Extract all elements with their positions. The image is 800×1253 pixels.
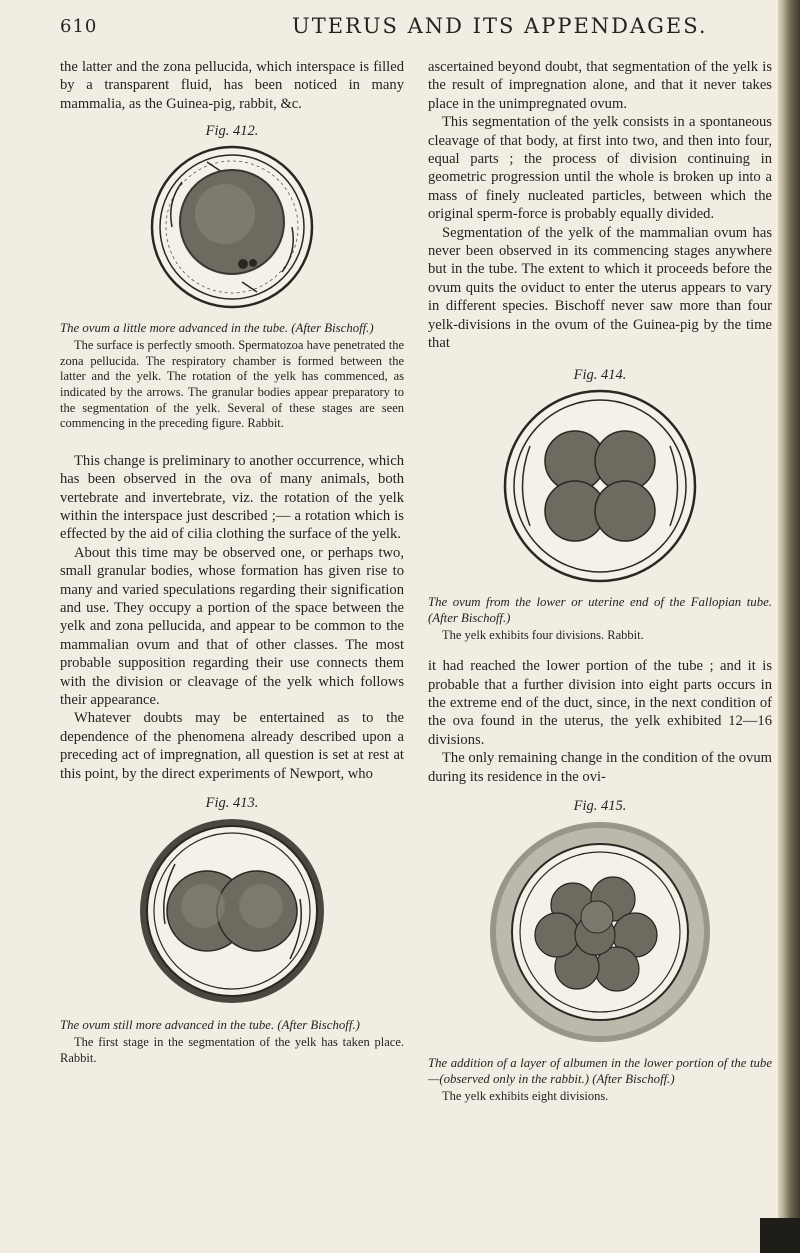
fig-414-illustration xyxy=(428,386,772,590)
left-paragraph-3: About this time may be observed one, or perhaps two, small granular bodies, whose formation has given rise to many and varied speculations regarding their signification and use. They occupy a portion of the space between the yelk and zona pellucida, and appear to be common to the mammalian ovum and that of other classes. The most probable supposition regarding their use connects them with the division or cleavage of the yelk which follows their appearance. xyxy=(60,544,404,709)
left-column xyxy=(60,58,404,1066)
right-column xyxy=(428,58,772,1105)
page-number: 610 xyxy=(60,16,98,37)
fig-412-ovum-drawing xyxy=(147,142,317,312)
fig-413-caption-text: The first stage in the segmentation of the yelk has taken place. Rabbit. xyxy=(60,1035,404,1065)
page-header xyxy=(0,16,780,42)
fig-412-caption-text: The surface is perfectly smooth. Spermatozoa have penetrated the zona pellucida. The respiratory chamber is formed between the latter and the yelk. The rotation of the yelk has commenced, as indicated by the arrows. The granular bodies appear preparatory to the segmentation of the yelk. Several of these stages are seen commencing in the preceding figure. Rabbit. xyxy=(60,338,404,431)
right-paragraph-1: ascertained beyond doubt, that segmentation of the yelk is the result of impregnation alone, and that it never takes place in the unimpregnated ovum. xyxy=(428,59,772,112)
fig-413-illustration xyxy=(60,814,404,1013)
fig-415-caption-title: The addition of a layer of albumen in the lower portion of the tube—(observed only in the rabbit.) (After Bischoff.) xyxy=(428,1055,772,1086)
page-corner-shadow xyxy=(760,1218,800,1253)
fig-412-label: Fig. 412. xyxy=(205,123,259,140)
right-paragraph-5: The only remaining change in the condition of the ovum during its residence in the ovi- xyxy=(428,750,772,785)
left-paragraph-4: Whatever doubts may be entertained as to the dependence of the phenomena already described upon a preceding act of impregnation, all question is set at rest at this point, by the direct experiments of Newport, who xyxy=(60,710,404,782)
left-paragraph-2: This change is preliminary to another occurrence, which has been observed in the ova of many animals, both vertebrate and invertebrate, viz. the rotation of the yelk within the interspace just described ;— a rotation which is effected by the aid of cilia clothing the surface of the yelk. xyxy=(60,452,404,543)
running-head: UTERUS AND ITS APPENDAGES. xyxy=(292,14,708,38)
right-paragraph-3: Segmentation of the yelk of the mammalian ovum has never been observed in its commencing stages anywhere but in the tube. The extent to which it proceeds before the ovum quits the oviduct to enter the uterus appears to vary in different species. Bischoff never saw more than four yelk-divisions in the ovum of the Guinea-pig by the time that xyxy=(428,224,772,352)
fig-414-label: Fig. 414. xyxy=(573,366,627,383)
fig-413-ovum-drawing xyxy=(135,814,330,1009)
fig-414-caption-title: The ovum from the lower or uterine end of the Fallopian tube. (After Bischoff.) xyxy=(428,594,772,625)
fig-414-caption-text: The yelk exhibits four divisions. Rabbit. xyxy=(442,627,644,642)
page-edge-shadow xyxy=(778,0,800,1253)
fig-414-ovum-drawing xyxy=(500,386,700,586)
fig-413-label: Fig. 413. xyxy=(205,795,259,812)
fig-415-ovum-drawing xyxy=(485,817,715,1047)
fig-415-label: Fig. 415. xyxy=(573,797,627,814)
fig-415-caption-text: The yelk exhibits eight divisions. xyxy=(442,1088,609,1103)
fig-412-illustration xyxy=(60,142,404,316)
right-paragraph-2: This segmentation of the yelk consists in a spontaneous cleavage of that body, at first into two, and then into four, equal parts ; the process of division continuing in geometric progression until the whole is broken up into a mass of finely nucleated particles, between which the original sperm-force is probably equally divided. xyxy=(428,114,772,223)
fig-415-illustration xyxy=(428,817,772,1051)
fig-413-caption-title: The ovum still more advanced in the tube. (After Bischoff.) xyxy=(60,1018,360,1033)
left-paragraph-1: the latter and the zona pellucida, which interspace is filled by a transparent fluid, has been noticed in many mammalia, as the Guinea-pig, rabbit, &c. xyxy=(60,59,404,112)
right-paragraph-4: it had reached the lower portion of the tube ; and it is probable that a further division into eight parts occurs in the extreme end of the duct, since, in the next condition of the ova found in the uterus, the yelk exhibited 12—16 divisions. xyxy=(428,658,772,748)
fig-412-caption-title: The ovum a little more advanced in the tube. (After Bischoff.) xyxy=(60,321,374,336)
